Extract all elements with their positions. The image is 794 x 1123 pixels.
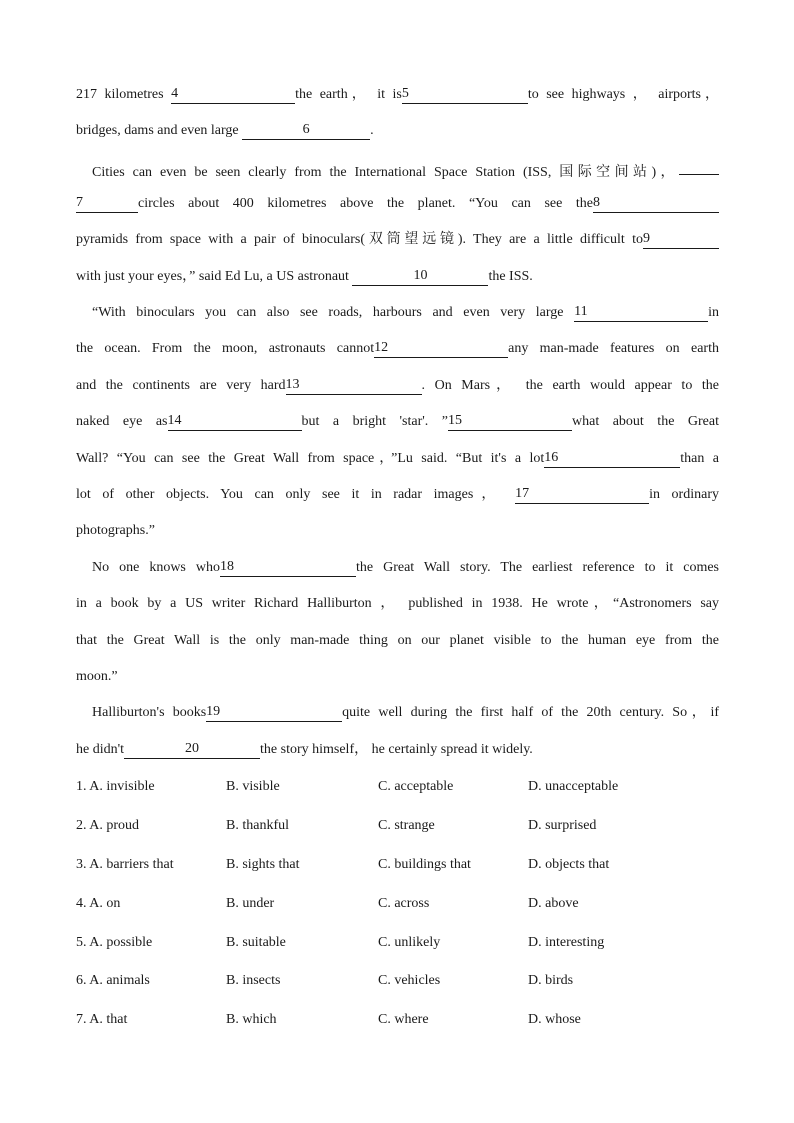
option-a[interactable]: 3. A. barriers that (76, 857, 174, 872)
text: quite well during the first half of the 20th century. So，if (342, 705, 719, 720)
option-d[interactable]: D. objects that (528, 857, 610, 872)
option-c[interactable]: C. buildings that (378, 857, 471, 872)
text: naked eye as (76, 414, 168, 429)
blank-20[interactable]: 20 (124, 740, 260, 759)
text: and the continents are very hard (76, 378, 286, 393)
text: Halliburton's books (92, 705, 207, 720)
text: No one knows who (92, 560, 220, 575)
option-b[interactable]: B. visible (226, 779, 280, 794)
blank-6[interactable]: 6 (242, 121, 370, 140)
blank-14[interactable]: 14 (168, 412, 302, 431)
passage-line-15 (76, 593, 719, 615)
option-c[interactable]: C. vehicles (378, 973, 441, 988)
option-a[interactable]: 6. A. animals (76, 973, 150, 988)
text: in (708, 305, 719, 320)
blank-18[interactable]: 18 (220, 558, 356, 577)
passage-line-13 (76, 520, 719, 542)
option-c[interactable]: C. acceptable (378, 779, 454, 794)
passage-line-19 (76, 739, 719, 761)
option-d[interactable]: D. birds (528, 973, 574, 988)
text: than a (680, 451, 719, 466)
option-a[interactable]: 4. A. on (76, 896, 121, 911)
text: “With binoculars you can also see roads, harbours and even very large (92, 305, 575, 320)
blank-19[interactable]: 19 (206, 703, 342, 722)
text: any man-made features on earth (508, 341, 719, 356)
passage-line-8 (76, 338, 719, 360)
passage-line-7 (92, 302, 719, 324)
option-d[interactable]: D. interesting (528, 935, 605, 950)
text: that the Great Wall is the only man-made thing on our planet visible to the human eye from the (76, 633, 719, 648)
text: what about the Great (572, 414, 719, 429)
passage-line-5 (76, 229, 719, 251)
text: bridges, dams and even large (76, 123, 243, 138)
text: moon.” (76, 669, 118, 684)
passage-line-14 (92, 557, 719, 579)
blank-12[interactable]: 12 (374, 339, 508, 358)
text: but a bright 'star'. ” (301, 414, 448, 429)
passage-line-4 (76, 193, 719, 215)
blank-11[interactable]: 11 (574, 303, 708, 322)
option-b[interactable]: B. thankful (226, 818, 289, 833)
option-b[interactable]: B. which (226, 1012, 277, 1027)
text: Wall? “You can see the Great Wall from space，”Lu said. “But it's a lot (76, 451, 545, 466)
text: the story himself， he certainly spread it widely. (260, 742, 533, 757)
option-b[interactable]: B. suitable (226, 935, 286, 950)
option-d[interactable]: D. surprised (528, 818, 597, 833)
option-c[interactable]: C. strange (378, 818, 435, 833)
passage-line-2 (76, 120, 719, 142)
blank-5[interactable]: 5 (402, 85, 528, 104)
option-a[interactable]: 5. A. possible (76, 935, 153, 950)
option-a[interactable]: 1. A. invisible (76, 779, 155, 794)
blank-15[interactable]: 15 (448, 412, 572, 431)
text: . On Mars， the earth would appear to the (421, 378, 719, 393)
text: to see highways ， airports， (527, 87, 719, 102)
option-d[interactable]: D. whose (528, 1012, 581, 1027)
option-d[interactable]: D. unacceptable (528, 779, 619, 794)
text: the ocean. From the moon, astronauts cannot (76, 341, 375, 356)
option-c[interactable]: C. across (378, 896, 430, 911)
text: the Great Wall story. The earliest reference to it comes (355, 560, 719, 575)
passage-line-11 (76, 448, 719, 470)
passage-line-9 (76, 375, 719, 397)
option-d[interactable]: D. above (528, 896, 579, 911)
blank-4[interactable]: 4 (171, 85, 295, 104)
option-b[interactable]: B. sights that (226, 857, 300, 872)
text: the earth， it is (295, 87, 402, 102)
blank-17[interactable]: 17 (515, 485, 649, 504)
blank-16[interactable]: 16 (544, 449, 680, 468)
passage-line-3 (92, 156, 719, 178)
passage-line-6 (76, 266, 719, 288)
blank-13[interactable]: 13 (286, 376, 422, 395)
text: 217 kilometres (76, 87, 172, 102)
passage-line-16 (76, 630, 719, 652)
passage-line-17 (76, 666, 719, 688)
text: . (370, 123, 374, 138)
option-c[interactable]: C. unlikely (378, 935, 441, 950)
text: pyramids from space with a pair of binoculars(双筒望远镜). They are a little difficult to (76, 232, 643, 247)
text: circles about 400 kilometres above the planet. “You can see the (138, 196, 593, 211)
blank-7[interactable]: 7 (76, 194, 138, 213)
text: he didn't (76, 742, 125, 757)
passage-line-10 (76, 411, 719, 433)
text: in ordinary (649, 487, 719, 502)
text: photographs.” (76, 523, 155, 538)
option-b[interactable]: B. insects (226, 973, 281, 988)
text: with just your eyes，” said Ed Lu, a US astronaut (76, 269, 353, 284)
passage-line-12 (76, 484, 719, 506)
text: the ISS. (488, 269, 533, 284)
text: in a book by a US writer Richard Halliburton ， published in 1938. He wrote，“Astronomers say (76, 596, 719, 611)
option-a[interactable]: 2. A. proud (76, 818, 139, 833)
option-a[interactable]: 7. A. that (76, 1012, 128, 1027)
blank-8[interactable]: 8 (593, 194, 719, 213)
passage-line-1 (76, 84, 719, 106)
passage-line-18 (92, 702, 719, 724)
text: Cities can even be seen clearly from the International Space Station (ISS, 国际空间站)， (92, 165, 679, 180)
option-b[interactable]: B. under (226, 896, 275, 911)
option-c[interactable]: C. where (378, 1012, 429, 1027)
blank-10[interactable]: 10 (352, 267, 488, 286)
blank-9[interactable]: 9 (643, 230, 719, 249)
blank-7-start[interactable] (679, 156, 719, 175)
text: lot of other objects. You can only see it in radar images， (76, 487, 516, 502)
